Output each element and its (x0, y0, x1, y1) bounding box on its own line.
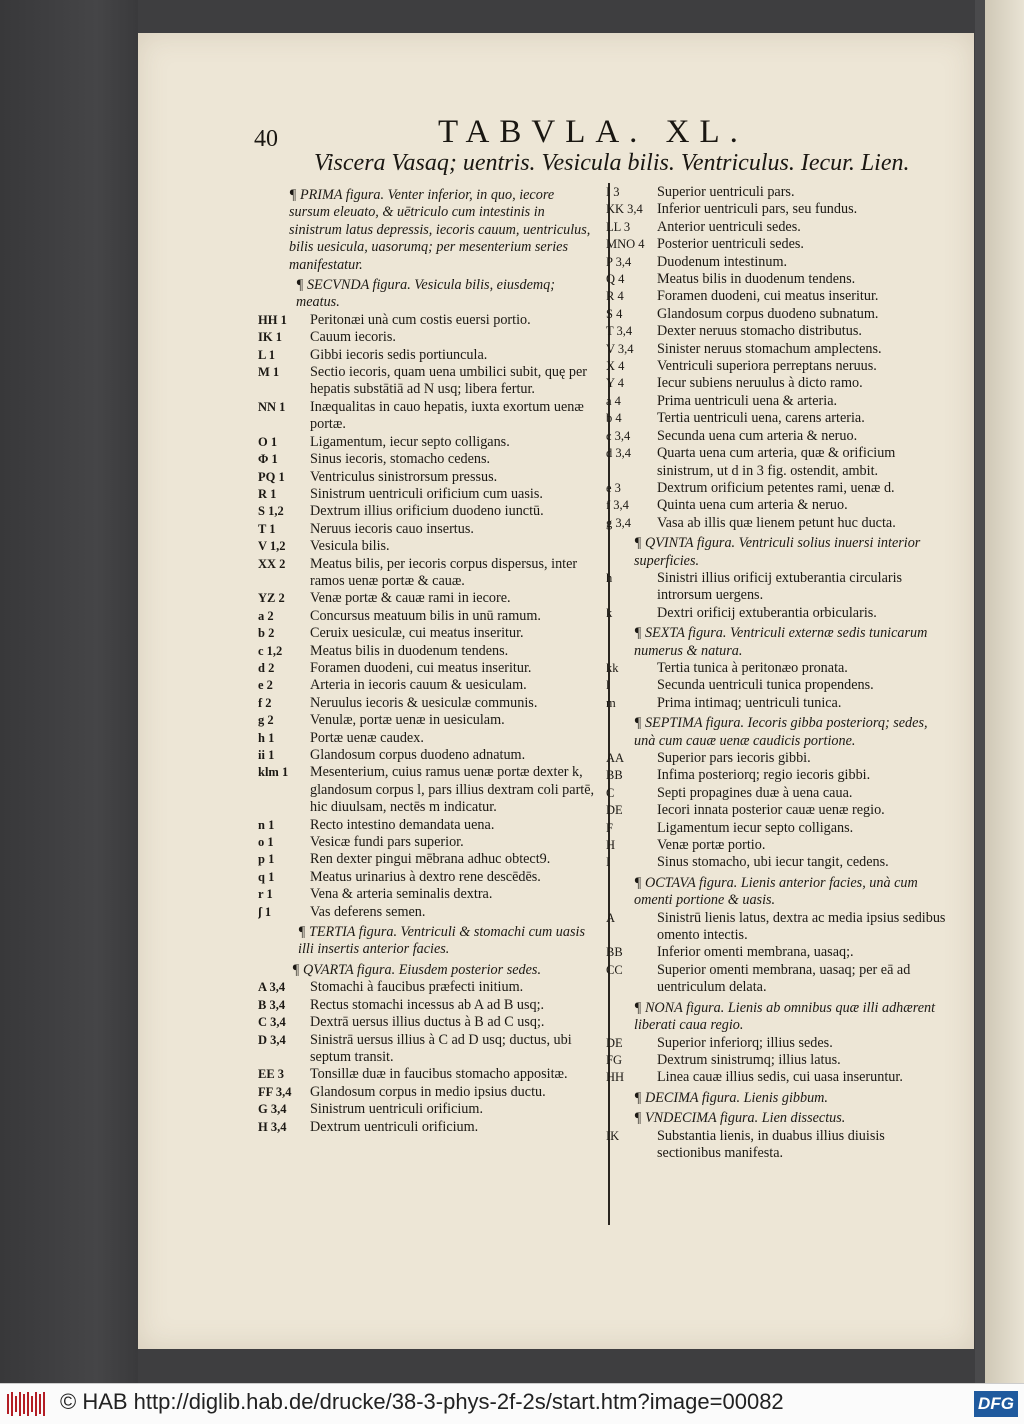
figure-caption: ¶ SECVNDA figura. Vesicula bilis, eiusdemq; meatus. (296, 277, 555, 311)
legend-text: Rectus stomachi incessus ab A ad B usq;. (310, 996, 545, 1013)
legend-text: Gibbi iecoris sedis portiuncula. (310, 346, 488, 363)
legend-text: Superior uentriculi pars. (657, 184, 795, 200)
legend-entry (606, 497, 952, 514)
legend-label: C (606, 785, 615, 800)
legend-label: c 3,4 (606, 428, 631, 443)
legend-text: Ligamentum, iecur septo colligans. (310, 433, 510, 450)
legend-entry (258, 643, 596, 660)
legend-entry (606, 375, 952, 392)
legend-text: Sectio iecoris, quam uena umbilici subit, quę per hepatis substātiā ad N usq; libera fertur. (310, 364, 587, 398)
legend-label: B 3,4 (258, 997, 286, 1012)
legend-text: Ceruix uesiculæ, cui meatus inseritur. (310, 625, 524, 642)
legend-text: Meatus bilis in duodenum tendens. (657, 271, 856, 288)
legend-label: d 3,4 (606, 446, 631, 461)
legend-text: Sinistrū lienis latus, dextra ac media ipsius sedibus omento intectis. (657, 909, 946, 944)
legend-text: Vesicæ fundi pars superior. (310, 834, 464, 851)
legend-entry (606, 854, 952, 871)
legend-text: Tertia tunica à peritonæo pronata. (657, 659, 848, 676)
legend-label: ii 1 (258, 748, 275, 762)
legend-label: M 1 (258, 365, 280, 380)
legend-label: a 4 (606, 393, 621, 408)
legend-label: YZ 2 (258, 591, 285, 606)
legend-label: XX 2 (258, 556, 286, 571)
legend-entry (258, 608, 596, 625)
legend-text: Prima intimaq; uentriculi tunica. (657, 694, 842, 711)
legend-entry (258, 503, 596, 520)
legend-label: a 2 (258, 608, 274, 623)
legend-label: AA (606, 751, 625, 765)
legend-label: DE (606, 1035, 623, 1050)
legend-entry (258, 399, 596, 434)
legend-label: D 3,4 (258, 1032, 286, 1047)
legend-label: V 1,2 (258, 539, 286, 554)
legend-text: Anterior uentriculi sedes. (657, 218, 801, 235)
legend-entry (258, 1066, 596, 1083)
legend-text: Inæqualitas in cauo hepatis, iuxta exortum uenæ portæ. (310, 398, 584, 433)
left-column (258, 184, 596, 1136)
legend-text: Dextri orificij extuberantia orbicularis. (657, 604, 877, 621)
legend-label: A 3,4 (258, 980, 286, 995)
legend-entry (606, 660, 952, 677)
legend-text: Iecori innata posterior cauæ uenæ regio. (657, 802, 885, 819)
legend-entry (606, 1069, 952, 1086)
legend-label: Φ 1 (258, 452, 278, 467)
legend-text: Duodenum intestinum. (657, 253, 788, 270)
legend-label: R 1 (258, 486, 277, 501)
legend-label: EE 3 (258, 1067, 285, 1082)
legend-entry (258, 869, 596, 886)
figure-caption: ¶ OCTAVA figura. Lienis anterior facies, unà cum omenti portione & uasis. (634, 874, 918, 909)
legend-label: F (606, 820, 613, 835)
legend-label: LL 3 (606, 219, 631, 234)
legend-entry (606, 428, 952, 445)
legend-entry (606, 184, 952, 201)
legend-label: P 3,4 (606, 254, 632, 269)
legend-text: Dexter neruus stomacho distributus. (657, 323, 862, 340)
legend-entry (258, 347, 596, 364)
legend-label: DE (606, 803, 623, 818)
legend-text: Quinta uena cum arteria & neruo. (657, 497, 848, 514)
legend-text: Inferior omenti membrana, uasaq;. (657, 944, 854, 961)
figure-caption: ¶ SEPTIMA figura. Iecoris gibba posteriorq; sedes, unà cum cauæ uenæ caudicis portione. (634, 715, 928, 749)
legend-entry (606, 201, 952, 218)
legend-text: Meatus bilis in duodenum tendens. (310, 642, 509, 659)
legend-label: I 3 (606, 185, 620, 199)
legend-text: Sinistrā uersus illius à C ad D usq; ductus, ubi septum transit. (310, 1031, 572, 1065)
legend-label: R 4 (606, 289, 624, 304)
legend-text: Dextrā uersus illius ductus à B ad C usq;. (310, 1014, 545, 1031)
legend-text: Sinister neruus stomachum amplectens. (657, 340, 882, 357)
legend-entry (258, 486, 596, 503)
legend-text: Stomachi à faucibus præfecti initium. (310, 979, 524, 996)
legend-text: Sinistrum uentriculi orificium cum uasis. (310, 485, 543, 502)
legend-label: o 1 (258, 835, 274, 850)
legend-text: Meatus urinarius à dextro rene descēdēs. (310, 868, 541, 885)
legend-entry (258, 730, 596, 747)
legend-text: Venulæ, portæ uenæ in uesiculam. (310, 712, 505, 729)
legend-text: Neruulus iecoris & uesiculæ communis. (310, 694, 538, 711)
legend-label: b 2 (258, 626, 275, 641)
legend-text: Vesicula bilis. (310, 538, 390, 555)
legend-entry (606, 570, 952, 605)
page-title: TABVLA. XL. (438, 114, 748, 150)
viewer-footer (0, 1383, 1024, 1424)
dfg-logo: DFG (974, 1391, 1018, 1417)
legend-entry (258, 434, 596, 451)
legend-entry (258, 997, 596, 1014)
legend-text: Dextrum orificium petentes rami, uenæ d. (657, 479, 895, 496)
legend-entry (258, 747, 596, 764)
legend-label: Q 4 (606, 272, 625, 287)
book-page (138, 33, 974, 1349)
legend-entry (258, 1084, 596, 1101)
legend-entry (606, 1035, 952, 1052)
legend-label: X 4 (606, 359, 625, 374)
legend-entry (606, 837, 952, 854)
legend-text: Linea cauæ illius sedis, cui uasa inseruntur. (657, 1069, 903, 1086)
legend-text: Recto intestino demandata uena. (310, 816, 495, 833)
hab-logo-icon (6, 1390, 46, 1418)
legend-text: Glandosum corpus duodeno adnatum. (310, 747, 526, 763)
legend-entry (258, 556, 596, 591)
legend-label: HH (606, 1070, 625, 1085)
legend-label: BB (606, 768, 623, 783)
legend-text: Venæ portæ portio. (657, 837, 766, 854)
figure-caption: ¶ VNDECIMA figura. Lien dissectus. (634, 1110, 846, 1127)
legend-label: H 3,4 (258, 1119, 287, 1134)
legend-label: kk (606, 660, 619, 675)
legend-label: h 1 (258, 730, 275, 745)
legend-entry (606, 358, 952, 375)
legend-label: C 3,4 (258, 1015, 286, 1030)
legend-text: Dextrum illius orificium duodeno iunctū. (310, 503, 544, 520)
legend-text: Tonsillæ duæ in faucibus stomacho appositæ. (310, 1066, 568, 1083)
legend-label: b 4 (606, 411, 622, 426)
legend-label: r 1 (258, 887, 273, 902)
legend-entry (606, 785, 952, 802)
legend-text: Secunda uentriculi tunica propendens. (657, 677, 874, 694)
legend-text: Sinus stomacho, ubi iecur tangit, cedens. (657, 854, 889, 871)
legend-label: k (606, 605, 613, 620)
legend-label: d 2 (258, 660, 275, 675)
legend-entry (258, 329, 596, 346)
legend-entry (258, 625, 596, 642)
legend-label: L 1 (258, 347, 276, 362)
legend-entry (606, 341, 952, 358)
legend-label: f 3,4 (606, 498, 629, 513)
legend-label: IK (606, 1128, 620, 1143)
legend-entry (606, 515, 952, 532)
legend-text: Septi propagines duæ à uena caua. (657, 784, 853, 801)
legend-text: Sinistrum uentriculi orificium. (310, 1101, 483, 1118)
legend-entry (258, 1014, 596, 1031)
legend-label: V 3,4 (606, 341, 634, 356)
legend-label: S 1,2 (258, 504, 284, 519)
figure-caption: ¶ DECIMA figura. Lienis gibbum. (634, 1089, 828, 1106)
legend-label: A (606, 910, 616, 925)
legend-entry (258, 660, 596, 677)
legend-entry (258, 538, 596, 555)
legend-label: ʃ 1 (258, 904, 272, 919)
legend-label: O 1 (258, 434, 278, 449)
legend-label: S 4 (606, 306, 623, 321)
legend-text: Ligamentum iecur septo colligans. (657, 819, 854, 836)
legend-label: HH 1 (258, 312, 287, 327)
legend-label: MNO 4 (606, 237, 645, 252)
legend-label: p 1 (258, 852, 275, 867)
legend-text: Ren dexter pingui mēbrana adhuc obtect9. (310, 851, 551, 868)
legend-text: Cauum iecoris. (310, 329, 396, 346)
legend-entry (606, 767, 952, 784)
legend-entry (258, 677, 596, 694)
legend-label: T 3,4 (606, 324, 633, 339)
legend-label: KK 3,4 (606, 202, 643, 217)
legend-entry (606, 219, 952, 236)
legend-label: m (606, 695, 616, 710)
legend-label: I (606, 855, 611, 870)
legend-text: Ventriculi superiora perreptans neruus. (657, 358, 877, 375)
legend-text: Vena & arteria seminalis dextra. (310, 886, 493, 903)
legend-entry (606, 236, 952, 253)
legend-text: Secunda uena cum arteria & neruo. (657, 427, 858, 444)
legend-text: Substantia lienis, in duabus illius diuisis sectionibus manifesta. (657, 1127, 885, 1161)
legend-entry (606, 271, 952, 288)
legend-entry (606, 445, 952, 480)
legend-label: T 1 (258, 521, 276, 536)
legend-entry (258, 979, 596, 996)
legend-entry (258, 834, 596, 851)
legend-text: Sinus iecoris, stomacho cedens. (310, 451, 491, 468)
legend-entry (606, 695, 952, 712)
legend-entry (606, 820, 952, 837)
figure-caption: ¶ TERTIA figura. Ventriculi & stomachi cum uasis illi insertis anterior facies. (298, 924, 585, 958)
legend-label: c 1,2 (258, 643, 283, 658)
legend-label: h (606, 570, 613, 585)
legend-entry (258, 886, 596, 903)
legend-text: Portæ uenæ caudex. (310, 729, 424, 746)
legend-text: Venæ portæ & cauæ rami in iecore. (310, 590, 511, 607)
legend-entry (258, 312, 596, 329)
legend-text: Iecur subiens neruulus à dicto ramo. (657, 375, 863, 392)
legend-entry (606, 1128, 952, 1163)
figure-caption: ¶ PRIMA figura. Venter inferior, in quo, iecore sursum eleuato, & uētriculo cum intestinis in sinistrum latus depressis, iecoris cauum, uentriculus, bilis uesicula, uasorumq; per mesenterium series manifestatur. (289, 187, 591, 273)
legend-text: Glandosum corpus in medio ipsius ductu. (310, 1083, 546, 1100)
legend-entry (258, 712, 596, 729)
legend-text: Arteria in iecoris cauum & uesiculam. (310, 677, 527, 694)
legend-label: CC (606, 962, 623, 977)
legend-text: Tertia uentriculi uena, carens arteria. (657, 410, 865, 427)
legend-entry (258, 764, 596, 816)
legend-label: n 1 (258, 817, 275, 832)
legend-entry (258, 364, 596, 399)
legend-label: g 3,4 (606, 515, 631, 530)
legend-entry (606, 410, 952, 427)
legend-text: Superior omenti membrana, uasaq; per eā ad uentriculum delata. (657, 961, 911, 996)
legend-label: NN 1 (258, 399, 286, 414)
page-subtitle: Viscera Vasaq; uentris. Vesicula bilis. Ventriculus. Iecur. Lien. (314, 150, 910, 176)
legend-entry (606, 480, 952, 497)
figure-caption: ¶ NONA figura. Lienis ab omnibus quæ illi adhærent liberati caua regio. (634, 999, 936, 1034)
legend-entry (606, 962, 952, 997)
legend-text: Mesenterium, cuius ramus uenæ portæ dexter k, glandosum corpus l, pars illius dextram coli partē, hic diuulsam, nectēs m indicatur. (310, 764, 595, 816)
legend-entry (258, 469, 596, 486)
legend-entry (606, 254, 952, 271)
legend-label: PQ 1 (258, 469, 285, 484)
legend-text: Peritonæi unà cum costis euersi portio. (310, 311, 531, 328)
copyright-link[interactable]: © HAB http://diglib.hab.de/drucke/38-3-phys-2f-2s/start.htm?image=00082 (60, 1389, 784, 1414)
legend-text: Superior inferiorq; illius sedes. (657, 1034, 833, 1051)
legend-label: q 1 (258, 869, 275, 884)
legend-entry (258, 851, 596, 868)
legend-label: BB (606, 945, 623, 960)
legend-label: g 2 (258, 713, 274, 728)
legend-text: Quarta uena cum arteria, quæ & orificium sinistrum, ut d in 3 fig. ostendit, ambit. (657, 445, 896, 479)
legend-text: Neruus iecoris cauo insertus. (310, 520, 474, 537)
legend-label: Y 4 (606, 376, 624, 391)
legend-entry (258, 590, 596, 607)
right-column (606, 184, 952, 1162)
legend-text: Foramen duodeni, cui meatus inseritur. (657, 288, 879, 305)
legend-text: Dextrum sinistrumq; illius latus. (657, 1051, 841, 1068)
legend-label: G 3,4 (258, 1102, 287, 1117)
legend-text: Inferior uentriculi pars, seu fundus. (657, 201, 858, 218)
legend-entry (606, 750, 952, 767)
legend-label: e 2 (258, 678, 273, 693)
legend-entry (258, 1119, 596, 1136)
legend-entry (258, 451, 596, 468)
legend-text: Vas deferens semen. (310, 903, 426, 920)
legend-text: Concursus meatuum bilis in unū ramum. (310, 607, 541, 624)
legend-entry (606, 677, 952, 694)
legend-entry (606, 288, 952, 305)
legend-text: Infima posteriorq; regio iecoris gibbi. (657, 767, 871, 784)
legend-text: Dextrum uentriculi orificium. (310, 1118, 479, 1135)
legend-label: FF 3,4 (258, 1084, 292, 1099)
legend-entry (258, 817, 596, 834)
legend-label: FG (606, 1052, 622, 1067)
legend-entry (606, 1052, 952, 1069)
legend-text: Superior pars iecoris gibbi. (657, 750, 811, 766)
legend-label: klm 1 (258, 765, 289, 780)
figure-caption: ¶ QVINTA figura. Ventriculi solius inuersi interior superficies. (634, 535, 921, 569)
legend-text: Ventriculus sinistrorsum pressus. (310, 468, 498, 485)
adjacent-page-edge (985, 0, 1024, 1383)
legend-text: Posterior uentriculi sedes. (657, 236, 804, 253)
legend-entry (606, 944, 952, 961)
legend-text: Glandosum corpus duodeno subnatum. (657, 305, 879, 322)
book-spine-background (0, 0, 138, 1383)
legend-entry (606, 306, 952, 323)
legend-entry (606, 323, 952, 340)
legend-entry (258, 521, 596, 538)
legend-text: Sinistri illius orificij extuberantia circularis introrsum uergens. (657, 569, 903, 604)
page-number: 40 (254, 126, 278, 152)
legend-label: IK 1 (258, 330, 282, 345)
legend-text: Vasa ab illis quæ lienem petunt huc ducta. (657, 514, 896, 531)
figure-caption: ¶ QVARTA figura. Eiusdem posterior sedes. (292, 961, 541, 978)
legend-entry (258, 695, 596, 712)
legend-entry (258, 904, 596, 921)
legend-text: Prima uentriculi uena & arteria. (657, 392, 838, 409)
legend-entry (258, 1101, 596, 1118)
legend-label: f 2 (258, 695, 272, 710)
legend-entry (606, 910, 952, 945)
legend-entry (606, 802, 952, 819)
legend-label: l (606, 678, 610, 693)
legend-text: Meatus bilis, per iecoris corpus dispersus, inter ramos uenæ portæ & cauæ. (310, 555, 578, 589)
legend-label: H (606, 838, 616, 853)
legend-entry (258, 1032, 596, 1067)
legend-entry (606, 605, 952, 622)
figure-caption: ¶ SEXTA figura. Ventriculi externæ sedis tunicarum numerus & natura. (634, 625, 928, 659)
legend-label: e 3 (606, 480, 621, 495)
legend-entry (606, 393, 952, 410)
legend-text: Foramen duodeni, cui meatus inseritur. (310, 659, 532, 676)
